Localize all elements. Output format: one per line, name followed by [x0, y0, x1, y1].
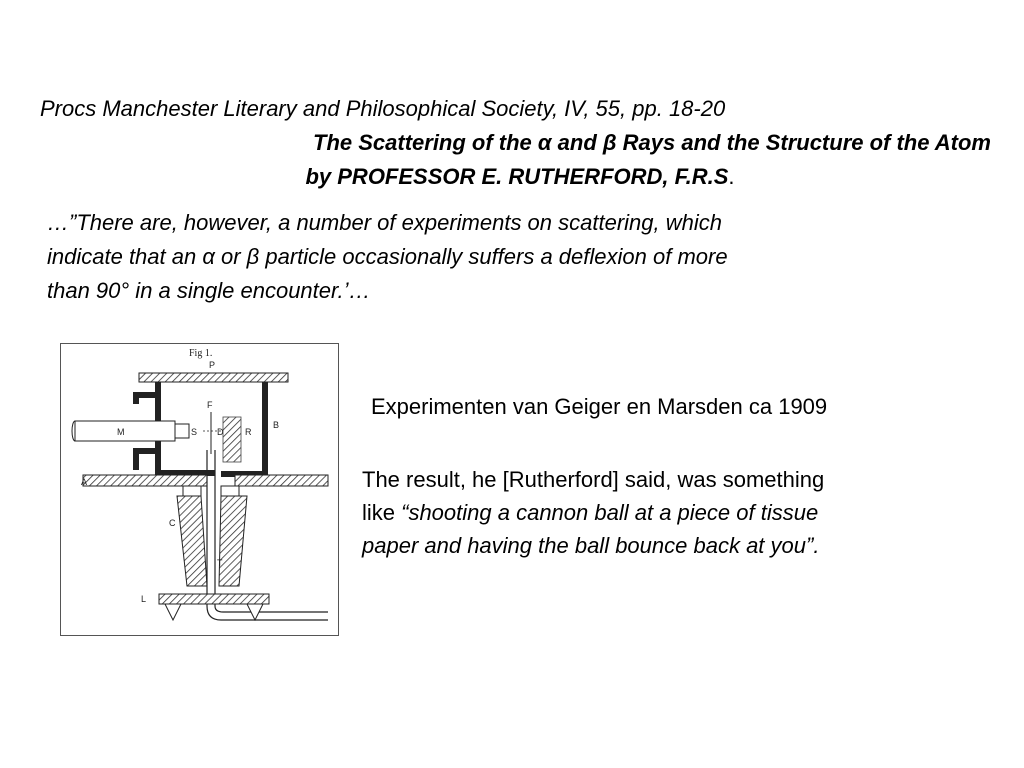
quote-line-1: …”There are, however, a number of experiments on scattering, which — [47, 210, 722, 235]
plate-a-right — [235, 475, 328, 486]
result-line-2 — [362, 496, 1002, 529]
cone-c-right — [219, 496, 247, 586]
tube-t-bend-b — [215, 606, 328, 612]
apparatus-drawing — [61, 344, 338, 635]
microscope-m — [75, 421, 175, 441]
paper-title: The Scattering of the α and β Rays and the Structure of the Atom — [313, 130, 991, 155]
lead-plate-r — [223, 417, 241, 462]
author-text: by PROFESSOR E. RUTHERFORD, F.R.S — [305, 164, 729, 189]
cone-collar-left — [183, 486, 201, 496]
label-f: F — [207, 400, 213, 410]
result-paragraph — [362, 463, 1002, 562]
author-period: . — [728, 164, 735, 189]
foot-left — [165, 604, 181, 620]
label-t: T — [217, 558, 223, 568]
screen-s-holder — [175, 424, 189, 438]
label-r: R — [245, 427, 252, 437]
label-l: L — [141, 594, 147, 604]
apparatus-figure — [60, 343, 339, 636]
figure-description: Experimenten van Geiger en Marsden ca 1909 — [371, 394, 828, 419]
quote-line-2: indicate that an α or β particle occasionally suffers a deflexion of more — [47, 244, 728, 269]
result-line-1: The result, he [Rutherford] said, was something — [362, 467, 825, 492]
box-left-step-a — [133, 392, 139, 404]
quote-line-3: than 90° in a single encounter.’… — [47, 278, 371, 303]
label-p: P — [209, 360, 216, 370]
label-b: B — [273, 420, 280, 430]
plate-a-left — [83, 475, 207, 486]
label-d: D — [217, 427, 224, 437]
plate-p — [139, 373, 288, 382]
result-line-2-italic: “shooting a cannon ball at a piece of tissue — [401, 500, 819, 525]
paper-author — [40, 162, 1000, 191]
result-line-2-plain: like — [362, 500, 402, 525]
label-a: A — [81, 477, 88, 487]
figure-caption: Fig 1. — [189, 348, 213, 359]
label-s: S — [191, 427, 198, 437]
label-m: M — [117, 427, 125, 437]
cone-collar-right — [221, 486, 239, 496]
box-left-step-b — [133, 448, 139, 470]
tube-t-bend-a — [207, 606, 328, 620]
base-l — [159, 594, 269, 604]
cone-c-left — [177, 496, 207, 586]
result-line-3: paper and having the ball bounce back at you”. — [362, 533, 820, 558]
quote — [47, 206, 967, 308]
box-right-wall — [262, 382, 268, 477]
label-c: C — [169, 518, 176, 528]
citation: Procs Manchester Literary and Philosophical Society, IV, 55, pp. 18-20 — [40, 96, 726, 121]
